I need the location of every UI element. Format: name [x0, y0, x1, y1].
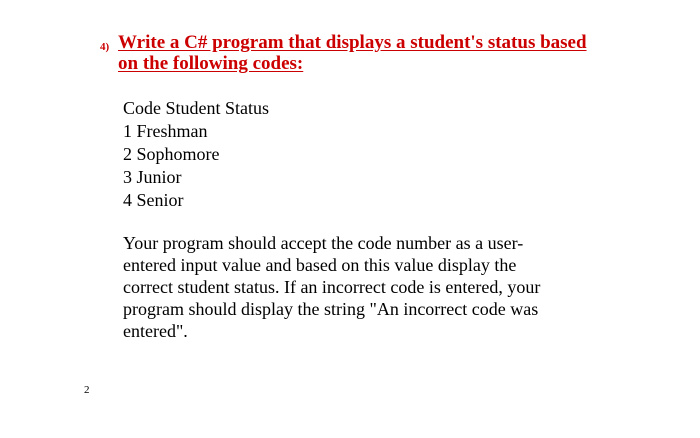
status-code-header: Code Student Status: [123, 98, 270, 118]
status-code-row: 2 Sophomore: [123, 144, 220, 164]
question-title-line-1: Write a C# program that displays a student's status based: [118, 32, 587, 53]
instructions-line: correct student status. If an incorrect code is entered, your: [123, 277, 541, 297]
status-code-row: 4 Senior: [123, 190, 184, 210]
status-code-row: 1 Freshman: [123, 121, 208, 141]
question-number: 4): [100, 41, 110, 53]
page-number: 2: [84, 384, 90, 396]
instructions-line: program should display the string "An incorrect code was: [123, 299, 539, 319]
instructions-line: entered".: [123, 321, 188, 341]
instructions-line: entered input value and based on this value display the: [123, 255, 517, 275]
status-code-list: [123, 97, 269, 212]
question-title: [118, 32, 658, 74]
instructions-paragraph: [123, 232, 613, 342]
status-code-row: 3 Junior: [123, 167, 182, 187]
instructions-line: Your program should accept the code number as a user-: [123, 233, 524, 253]
question-title-line-2: on the following codes:: [118, 53, 304, 74]
